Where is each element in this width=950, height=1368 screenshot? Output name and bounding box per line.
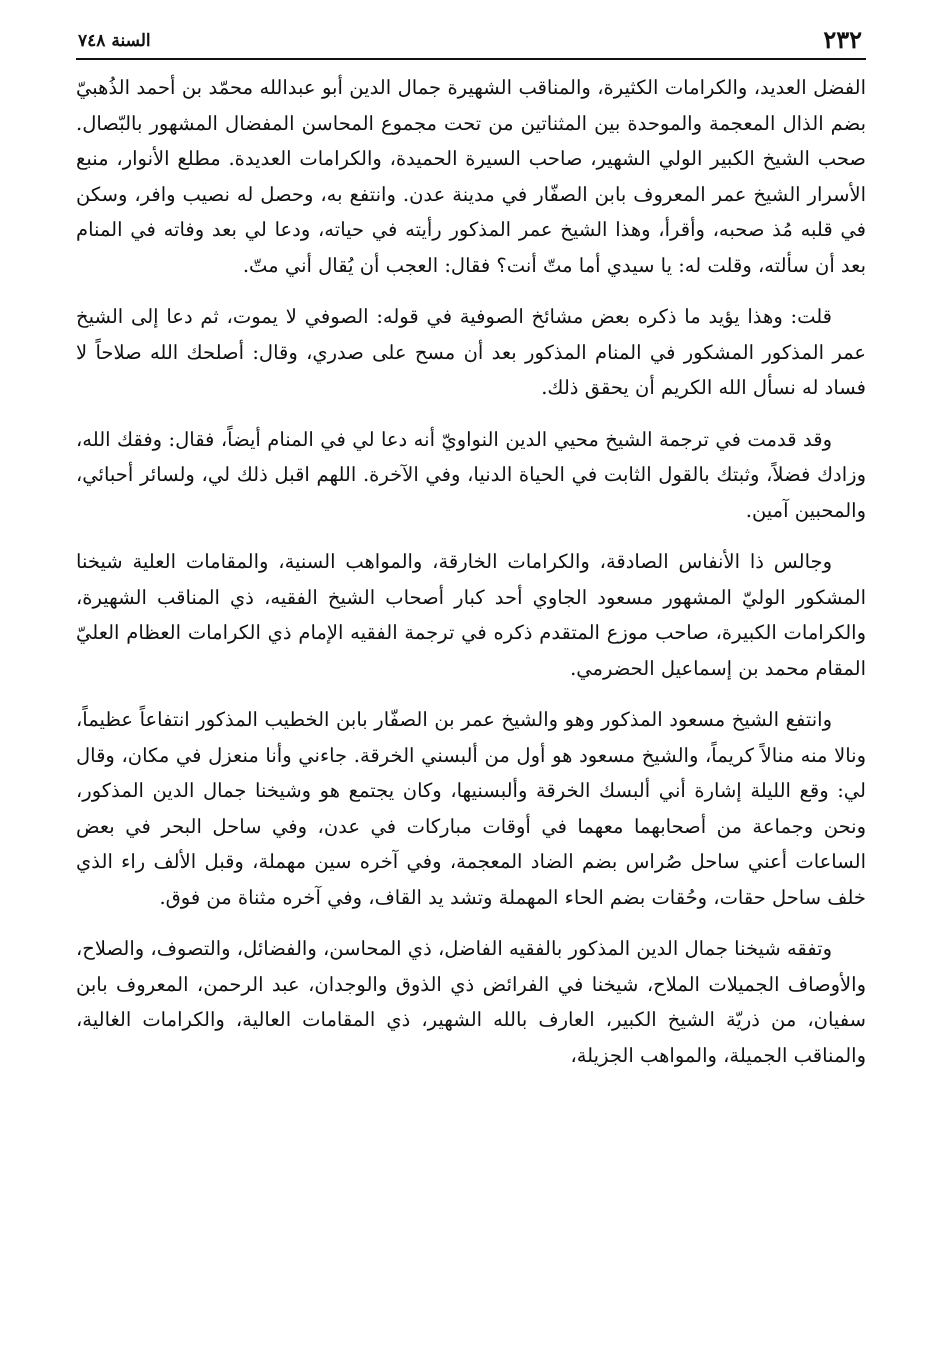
body-text	[76, 70, 866, 1073]
paragraph-6: وتفقه شيخنا جمال الدين المذكور بالفقيه الفاضل، ذي المحاسن، والفضائل، والتصوف، والصلاح، والأوصاف الجميلات الملاح، شيخنا في الفرائض ذي الذوق والوجدان، عبد الرحمن، المعروف بابن سفيان، من ذريّة الشيخ الكبير، العارف بالله الشهير، ذي المقامات العالية، والكرامات الغالية، والمناقب الجميلة، والمواهب الجزيلة،	[76, 937, 866, 1067]
book-page	[76, 24, 866, 1089]
paragraph-4: وجالس ذا الأنفاس الصادقة، والكرامات الخارقة، والمواهب السنية، والمقامات العلية شيخنا المشكور الوليّ المشهور مسعود الجاوي أحد كبار أصحاب الشيخ الفقيه، ذي المناقب الشهيرة، والكرامات الكبيرة، صاحب موزع المتقدم ذكره في ترجمة الفقيه الإمام ذي الكرامات العظام العليّ المقام محمد بن إسماعيل الحضرمي.	[76, 550, 866, 680]
paragraph-1: الفضل العديد، والكرامات الكثيرة، والمناقب الشهيرة جمال الدين أبو عبدالله محمّد بن أحمد الذُهبيّ بضم الذال المعجمة والموحدة بين المثناتين من تحت مجموع المحاسن المفضال المشهور بالبّصال. صحب الشيخ الكبير الولي الشهير، صاحب السيرة الحميدة، والكرامات العديدة. مطلع الأنوار، منبع الأسرار الشيخ عمر المعروف بابن الصفّار في مدينة عدن. وانتفع به، وحصل له نصيب وافر، وسكن في قلبه مُذ صحبه، وأقرأ، وهذا الشيخ عمر المذكور رأيته في حياته، ودعا لي بعد وفاته في المنام بعد أن سألته، وقلت له: يا سيدي أما متّ أنت؟ فقال: العجب أن يُقال أني متّ.	[76, 76, 866, 277]
year-label: السنة ٧٤٨	[78, 31, 151, 51]
running-header	[76, 24, 866, 60]
paragraph-5: وانتفع الشيخ مسعود المذكور وهو والشيخ عمر بن الصفّار بابن الخطيب المذكور انتفاعاً عظيماً، ونالا منه منالاً كريماً، والشيخ مسعود هو أول من ألبسني الخرقة. جاءني وأنا منعزل في مكان، وقال لي: وقع الليلة إشارة أني ألبسك الخرقة وألبسنيها، وكان يجتمع هو وشيخنا جمال الدين المذكور، ونحن وجماعة من أصحابهما معهما في أوقات مباركات في عدن، وفي ساحل البحر في بعض الساعات أعني ساحل صُراس بضم الضاد المعجمة، وفي آخره سين مهملة، وقبل الألف راء الذي خلف ساحل حقات، وحُقات بضم الحاء المهملة وتشد يد القاف، وفي آخره مثناة من فوق.	[76, 708, 866, 909]
paragraph-2: قلت: وهذا يؤيد ما ذكره بعض مشائخ الصوفية في قوله: الصوفي لا يموت، ثم دعا إلى الشيخ عمر المذكور المشكور في المنام المذكور بعد أن مسح على صدري، وقال: أصلحك الله صلاحاً لا فساد له نسأل الله الكريم أن يحقق ذلك.	[76, 305, 866, 399]
paragraph-3: وقد قدمت في ترجمة الشيخ محيي الدين النواويّ أنه دعا لي في المنام أيضاً، فقال: وفقك الله، وزادك فضلاً، وثبتك بالقول الثابت في الحياة الدنيا، وفي الآخرة. اللهم اقبل ذلك لي، ولسائر أحبائي، والمحبين آمين.	[76, 427, 866, 522]
page-number: ٢٣٢	[823, 25, 862, 54]
